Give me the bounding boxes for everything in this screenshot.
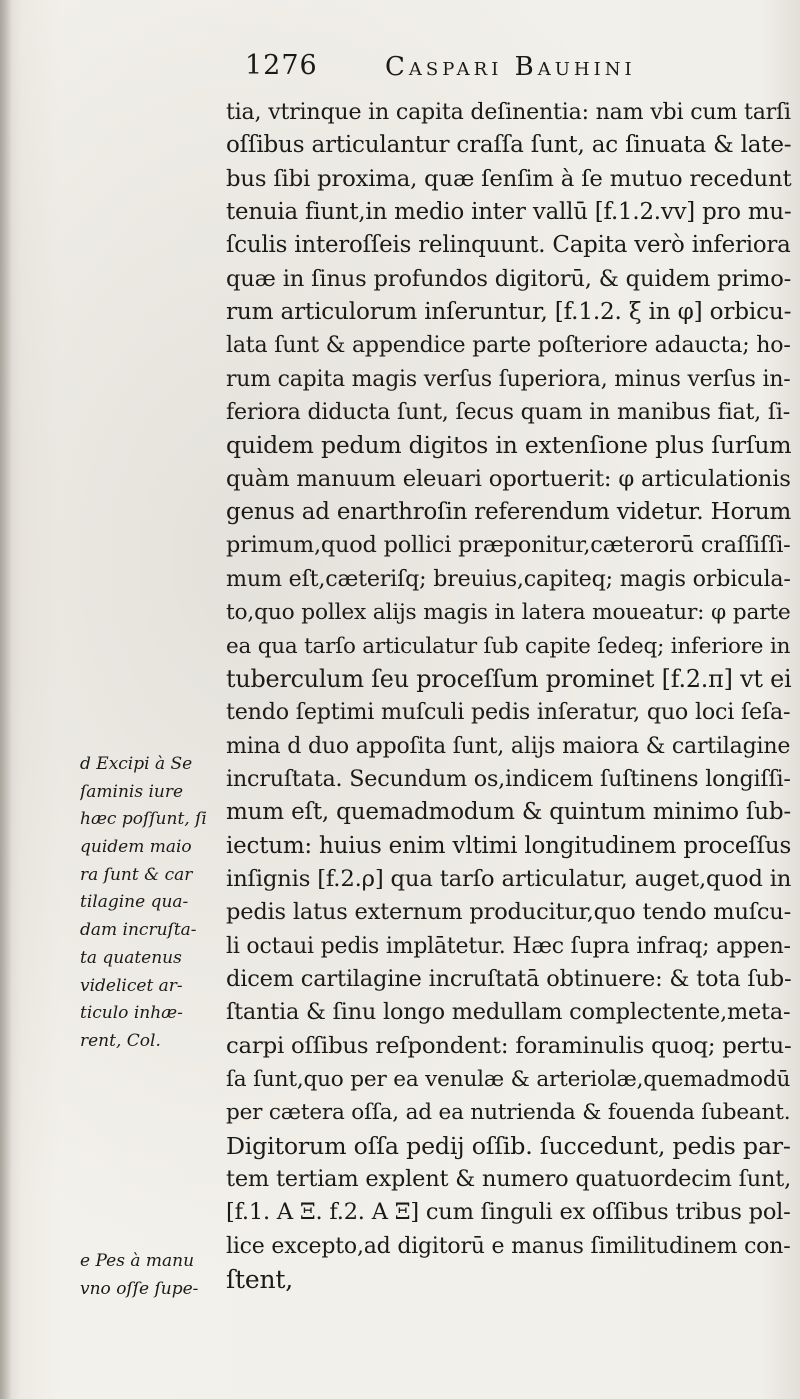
marginal-note-line: dam incruſta- bbox=[80, 920, 197, 941]
text-line: [f.1. Α Ξ. f.2. Α Ξ] cum ſinguli ex oſſibus tribus pol- bbox=[226, 1199, 791, 1226]
text-line: mina d duo appoſita ſunt, alijs maiora & cartilagine bbox=[226, 733, 791, 759]
text-line: feriora diducta ſunt, ſecus quam in manibus fiat, ſi- bbox=[226, 399, 790, 426]
marginal-note-line: ticulo inhæ- bbox=[80, 1003, 183, 1024]
text-line: oſſibus articulantur craſſa ſunt, ac ſinuata & late- bbox=[226, 132, 792, 159]
text-line: quidem pedum digitos in extenſione plus ſurſum bbox=[226, 431, 792, 460]
marginal-note-line: tilagine qua- bbox=[80, 892, 189, 913]
text-line: ſtent, bbox=[226, 1265, 293, 1295]
marginal-note-line: d Excipi à Se bbox=[80, 754, 193, 774]
marginal-note-line: vno oſſe ſupe- bbox=[80, 1278, 199, 1299]
text-line: Digitorum oſſa pedij oſſib. ſuccedunt, pedis par- bbox=[226, 1131, 791, 1160]
text-line: ſculis interoſſeis relinquunt. Capita verò inferiora bbox=[226, 232, 791, 259]
text-line: li octaui pedis implātetur. Hæc ſupra infraq; appen- bbox=[226, 933, 791, 959]
text-line: tuberculum ſeu proceſſum prominet [f.2.π] vt ei bbox=[226, 664, 792, 693]
page-header bbox=[245, 44, 785, 84]
page-gutter-shadow bbox=[0, 0, 12, 1399]
text-line: to,quo pollex alijs magis in latera moueatur: φ parte bbox=[226, 600, 791, 626]
marginal-note-e bbox=[80, 1248, 220, 1303]
text-line: bus ſibi proxima, quæ ſenſim à ſe mutuo recedunt bbox=[226, 165, 792, 192]
marginal-note-line: ſaminis iure bbox=[80, 781, 184, 802]
text-line: dicem cartilagine incruſtatā obtinuere: & tota ſub- bbox=[226, 965, 792, 992]
text-line: ſtantia & ſinu longo medullam complectente,meta- bbox=[226, 999, 791, 1026]
text-line: iectum: huius enim vltimi longitudinem proceſſus bbox=[226, 832, 792, 859]
text-line: ſa ſunt,quo per ea venulæ & arteriolæ,quemadmodū bbox=[226, 1066, 791, 1092]
marginal-note-line: quidem maio bbox=[80, 837, 192, 858]
text-line: per cætera oſſa, ad ea nutrienda & fouenda ſubeant. bbox=[226, 1100, 791, 1126]
text-line: rum capita magis verſus ſuperiora, minus verſus in- bbox=[226, 366, 791, 392]
main-text-block bbox=[226, 96, 792, 1296]
text-line: rum articulorum inſeruntur, [f.1.2. ξ in φ] orbicu- bbox=[226, 299, 792, 326]
text-line: tia, vtrinque in capita deſinentia: nam vbi cum tarſi bbox=[226, 99, 791, 125]
text-line: lata ſunt & appendice parte poſteriore adaucta; ho- bbox=[226, 333, 791, 359]
page-number: 1276 bbox=[245, 50, 318, 81]
marginal-note-line: hæc poſſunt, ſi bbox=[80, 809, 207, 830]
text-line: quàm manuum eleuari oportuerit: φ articulationis bbox=[226, 465, 791, 492]
text-line: incruſtata. Secundum os,indicem ſuſtinens longiſſi- bbox=[226, 765, 791, 792]
text-line: mum eſt,cæteriſq; breuius,capiteq; magis orbicula- bbox=[226, 565, 791, 592]
text-line: tendo ſeptimi muſculi pedis inſeratur, quo loci ſeſa- bbox=[226, 699, 791, 726]
marginal-note-line: ra ſunt & car bbox=[80, 864, 193, 885]
text-line: carpi oſſibus reſpondent: foraminulis quoq; pertu- bbox=[226, 1032, 792, 1059]
text-line: quæ in ſinus profundos digitorū, & quidem primo- bbox=[226, 265, 792, 292]
marginal-note-line: rent, Col. bbox=[80, 1030, 161, 1051]
text-line: lice excepto,ad digitorū e manus ſimilitudinem con- bbox=[226, 1233, 791, 1259]
text-line: genus ad enarthroſin referendum videtur. Horum bbox=[226, 499, 792, 526]
text-line: tem tertiam explent & numero quatuordecim ſunt, bbox=[226, 1166, 792, 1192]
text-line: pedis latus externum producitur,quo tendo muſcu- bbox=[226, 899, 791, 926]
text-line: ea qua tarſo articulatur ſub capite ſedeq; inferiore in bbox=[226, 633, 791, 659]
text-line: inſignis [f.2.ρ] qua tarſo articulatur, auget,quod in bbox=[226, 865, 792, 892]
text-line: tenuia fiunt,in medio inter vallū [f.1.2.vv] pro mu- bbox=[226, 199, 792, 226]
text-line: mum eſt, quemadmodum & quintum minimo ſub- bbox=[226, 799, 791, 826]
marginal-note-d bbox=[80, 751, 220, 1056]
text-line: primum,quod pollici præponitur,cæterorū craſſiſſi- bbox=[226, 532, 791, 559]
running-head: Caspari Bauhini bbox=[385, 52, 636, 82]
marginal-note-line: videlicet ar- bbox=[80, 975, 183, 996]
marginal-note-line: e Pes à manu bbox=[80, 1251, 195, 1271]
marginal-note-line: ta quatenus bbox=[80, 947, 182, 968]
